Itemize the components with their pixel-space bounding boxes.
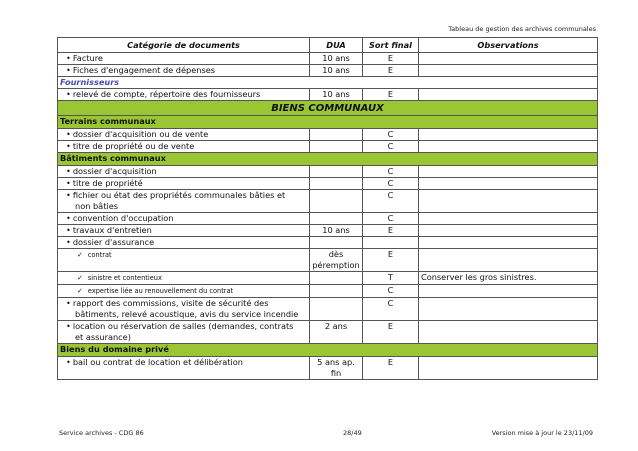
dua-cell — [310, 237, 363, 249]
sort-cell: C — [363, 166, 419, 178]
item-label: • dossier d'acquisition ou de vente — [60, 129, 208, 139]
sort-cell: E — [363, 53, 419, 65]
category-cell — [58, 166, 310, 178]
table-row — [58, 53, 598, 65]
category-cell — [58, 53, 310, 65]
dua-cell: 2 ans — [310, 321, 363, 344]
footer-service: Service archives - CDG 86 — [59, 429, 144, 437]
category-band: Bâtiments communaux — [58, 153, 598, 166]
item-label: • dossier d'assurance — [60, 237, 154, 247]
item-label: • bail ou contrat de location et délibération — [60, 357, 243, 367]
observation-cell — [419, 65, 598, 77]
footer-version: Version mise à jour le 23/11/09 — [491, 429, 593, 437]
table-row — [58, 344, 598, 357]
table-row — [58, 190, 598, 213]
category-cell — [58, 190, 310, 213]
col-header-sort: Sort final — [363, 38, 419, 53]
observation-cell — [419, 298, 598, 321]
col-header-observations: Observations — [419, 38, 598, 53]
table-row — [58, 129, 598, 141]
table-row — [58, 298, 598, 321]
dua-cell — [310, 178, 363, 190]
dua-cell — [310, 129, 363, 141]
col-header-dua: DUA — [310, 38, 363, 53]
observation-cell — [419, 129, 598, 141]
table-row — [58, 141, 598, 153]
observation-cell — [419, 225, 598, 237]
category-band: Biens du domaine privé — [58, 344, 598, 357]
dua-cell — [310, 141, 363, 153]
section-banner: BIENS COMMUNAUX — [58, 101, 598, 116]
sort-cell: E — [363, 89, 419, 101]
footer-page-number: 28/49 — [343, 429, 362, 437]
dua-cell — [310, 190, 363, 213]
sort-cell: C — [363, 190, 419, 213]
retention-table — [57, 37, 598, 380]
sub-item-label: ✓ sinistre et contentieux — [60, 274, 162, 282]
observation-cell — [419, 213, 598, 225]
sort-cell — [363, 237, 419, 249]
item-label: • fichier ou état des propriétés communales bâties et — [60, 190, 285, 200]
item-label: • dossier d'acquisition — [60, 166, 157, 176]
table-row — [58, 101, 598, 116]
observation-cell — [419, 141, 598, 153]
category-cell — [58, 213, 310, 225]
table-row — [58, 166, 598, 178]
sort-cell: E — [363, 321, 419, 344]
table-row — [58, 237, 598, 249]
table-row — [58, 153, 598, 166]
item-label: • travaux d'entretien — [60, 225, 152, 235]
sort-cell: C — [363, 213, 419, 225]
item-label-continued: et assurance) — [75, 332, 131, 342]
sort-cell: T — [363, 272, 419, 285]
sort-cell: C — [363, 285, 419, 298]
category-cell — [58, 321, 310, 344]
observation-cell — [419, 178, 598, 190]
dua-cell — [310, 213, 363, 225]
dua-cell: 10 ans — [310, 65, 363, 77]
dua-cell: dès péremption — [310, 249, 363, 272]
category-cell — [58, 129, 310, 141]
item-label: • location ou réservation de salles (demandes, contrats — [60, 321, 293, 331]
sort-cell: E — [363, 249, 419, 272]
table-row — [58, 321, 598, 344]
category-cell — [58, 249, 310, 272]
item-label: • rapport des commissions, visite de sécurité des — [60, 298, 268, 308]
observation-cell — [419, 321, 598, 344]
category-cell — [58, 285, 310, 298]
observation-cell — [419, 190, 598, 213]
category-band: Terrains communaux — [58, 116, 598, 129]
sort-cell: C — [363, 141, 419, 153]
category-cell — [58, 65, 310, 77]
dua-cell — [310, 166, 363, 178]
observation-cell — [419, 89, 598, 101]
dua-cell: 5 ans ap. fin — [310, 357, 363, 380]
table-row — [58, 357, 598, 380]
sub-item-label: ✓ contrat — [60, 251, 112, 259]
observation-cell — [419, 237, 598, 249]
observation-cell — [419, 357, 598, 380]
observation-cell — [419, 166, 598, 178]
table-row — [58, 89, 598, 101]
item-label: • Fiches d'engagement de dépenses — [60, 65, 215, 75]
table-row — [58, 272, 598, 285]
subsection-label: Fournisseurs — [58, 77, 598, 89]
observation-cell — [419, 285, 598, 298]
category-cell — [58, 298, 310, 321]
item-label: • convention d'occupation — [60, 213, 173, 223]
item-label: • titre de propriété — [60, 178, 143, 188]
table-row — [58, 116, 598, 129]
category-cell — [58, 272, 310, 285]
category-cell — [58, 89, 310, 101]
sort-cell: C — [363, 178, 419, 190]
item-label: • titre de propriété ou de vente — [60, 141, 194, 151]
category-cell — [58, 178, 310, 190]
sort-cell: E — [363, 357, 419, 380]
dua-cell — [310, 272, 363, 285]
observation-cell — [419, 53, 598, 65]
table-body — [58, 53, 598, 380]
sub-item-label: ✓ expertise liée au renouvellement du contrat — [60, 287, 233, 295]
col-header-category: Catégorie de documents — [58, 38, 310, 53]
category-cell — [58, 357, 310, 380]
sort-cell: E — [363, 65, 419, 77]
item-label: • Facture — [60, 53, 103, 63]
sort-cell: C — [363, 129, 419, 141]
dua-cell — [310, 298, 363, 321]
sort-cell: C — [363, 298, 419, 321]
item-label-continued: bâtiments, relevé acoustique, avis du service incendie — [75, 309, 299, 319]
dua-cell: 10 ans — [310, 53, 363, 65]
table-row — [58, 77, 598, 89]
dua-cell: 10 ans — [310, 89, 363, 101]
observation-cell — [419, 249, 598, 272]
category-cell — [58, 237, 310, 249]
table-row — [58, 285, 598, 298]
table-row — [58, 225, 598, 237]
dua-cell: 10 ans — [310, 225, 363, 237]
item-label: • relevé de compte, répertoire des fournisseurs — [60, 89, 260, 99]
item-label-continued: non bâties — [75, 201, 118, 211]
observation-cell: Conserver les gros sinistres. — [419, 272, 598, 285]
table-row — [58, 178, 598, 190]
category-cell — [58, 141, 310, 153]
table-row — [58, 249, 598, 272]
dua-cell — [310, 285, 363, 298]
table-row — [58, 65, 598, 77]
category-cell — [58, 225, 310, 237]
sort-cell: E — [363, 225, 419, 237]
document-header: Tableau de gestion des archives communales — [448, 25, 596, 33]
table-row — [58, 213, 598, 225]
